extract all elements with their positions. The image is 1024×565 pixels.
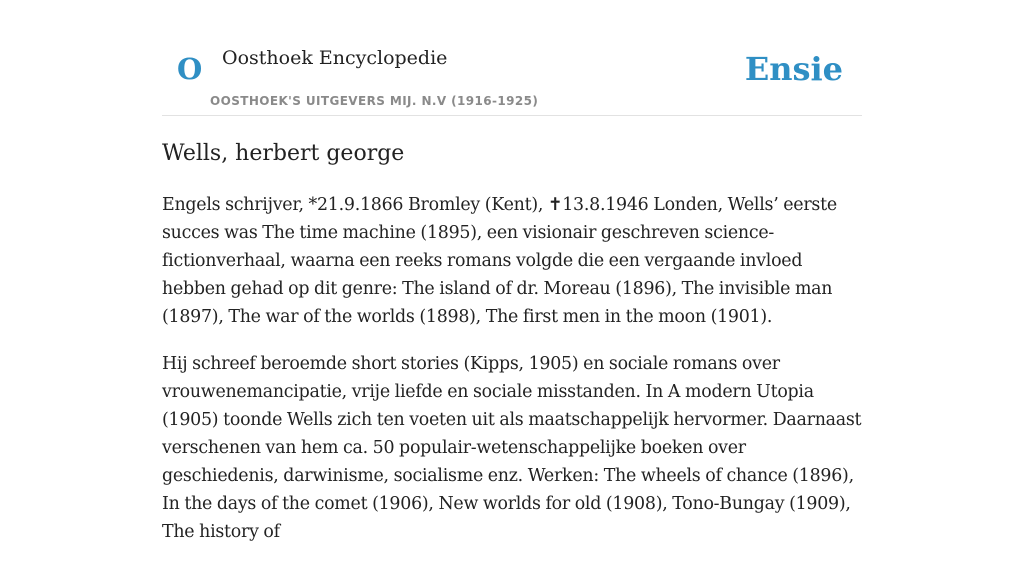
publisher-subtitle: OOSTHOEK'S UITGEVERS MIJ. N.V (1916-1925) bbox=[210, 94, 539, 108]
entry-paragraph: Hij schreef beroemde short stories (Kipps, 1905) en sociale romans over vrouwenemancipatie, vrije liefde en sociale misstanden. In A modern Utopia (1905) toonde Wells zich ten voeten uit als maatschappelijk hervormer. Daarnaast verschenen van hem ca. 50 populair-wetenschappelijke boeken over geschiedenis, darwinisme, socialisme enz. Werken: The wheels of chance (1896), In the days of the comet (1906), New worlds for old (1908), Tono-Bungay (1909), The history of bbox=[162, 354, 862, 542]
ensie-logo-link[interactable]: Ensie bbox=[744, 50, 843, 88]
book-logo[interactable]: O bbox=[177, 52, 203, 86]
entry-paragraph: Engels schrijver, *21.9.1866 Bromley (Kent), ✝13.8.1946 Londen, Wells’ eerste succes was The time machine (1895), een visionair geschreven science-fictionverhaal, waarna een reeks romans volgde die een vergaande invloed hebben gehad op dit genre: The island of dr. Moreau (1896), The invisible man (1897), The war of the worlds (1898), The first men in the moon (1901). bbox=[162, 195, 837, 327]
site-header bbox=[162, 0, 862, 116]
entry-title: Wells, herbert george bbox=[162, 141, 405, 166]
page-container bbox=[162, 0, 862, 542]
entry-body bbox=[162, 191, 862, 565]
book-title-link[interactable]: Oosthoek Encyclopedie bbox=[222, 47, 448, 69]
